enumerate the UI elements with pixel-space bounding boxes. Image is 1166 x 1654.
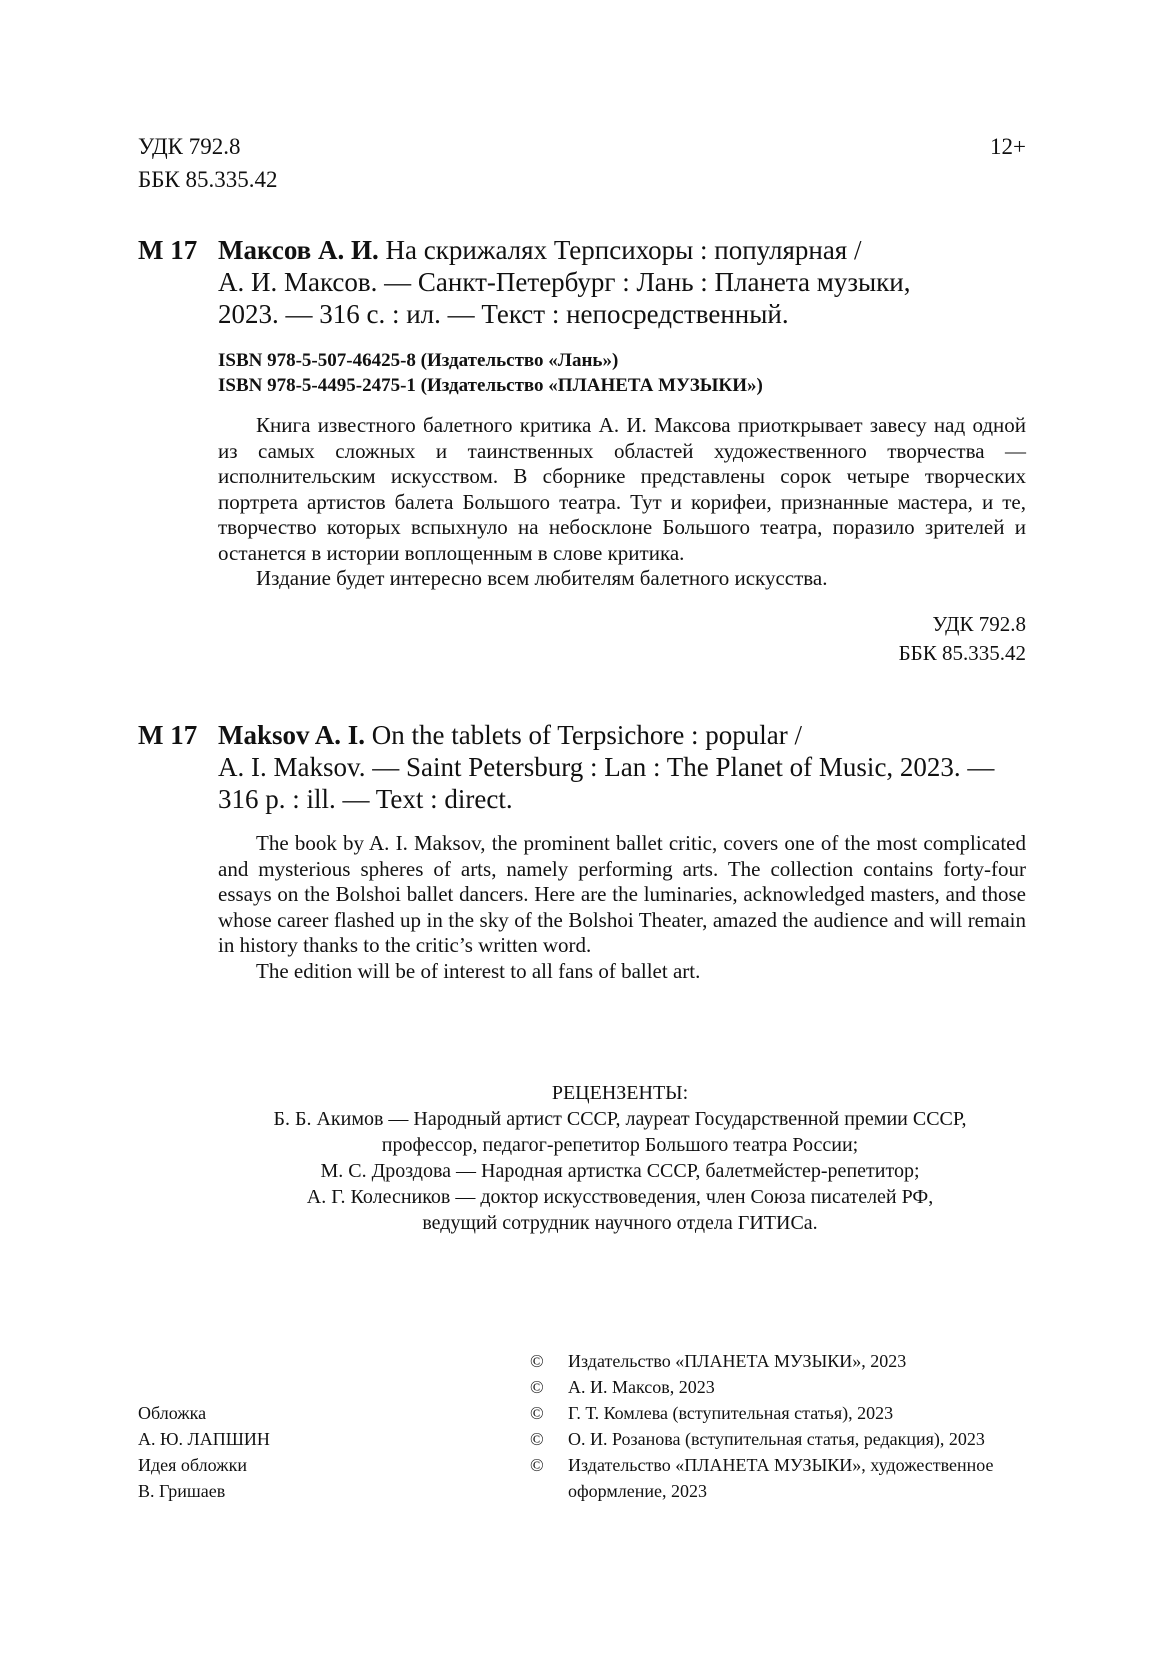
entry-en-line-2: A. I. Maksov. — Saint Petersburg : Lan : The Planet of Music, 2023. — [218, 752, 995, 782]
entry-ru-line-1 [138, 234, 1026, 266]
author-name: Maksov A. I. [218, 720, 366, 750]
copyright-text: Издательство «ПЛАНЕТА МУЗЫКИ», 2023 [568, 1351, 907, 1371]
reviewer-line: Б. Б. Акимов — Народный артист СССР, лауреат Государственной премии СССР, [273, 1108, 967, 1130]
reviewers-block [180, 1080, 1060, 1236]
copyright-symbol: © [530, 1351, 544, 1371]
copyright-symbol: © [530, 1403, 544, 1423]
author-name: Максов А. И. [218, 235, 379, 265]
copyright-symbol: © [530, 1455, 544, 1475]
isbn-lan: ISBN 978-5-507-46425-8 (Издательство «Лань») [218, 350, 619, 371]
copyright-item [530, 1400, 1050, 1426]
reviewer-line: А. Г. Колесников — доктор искусствоведения, член Союза писателей РФ, [306, 1186, 934, 1208]
entry-en-line-3: 316 p. : ill. — Text : direct. [218, 784, 513, 814]
copyright-item [530, 1452, 1050, 1504]
copyright-text: О. И. Розанова (вступительная статья, редакция), 2023 [568, 1429, 985, 1449]
reviewer-line: М. С. Дроздова — Народная артистка СССР, балетмейстер-репетитор; [320, 1160, 920, 1182]
reviewers-title: РЕЦЕНЗЕНТЫ: [551, 1082, 689, 1104]
annotation-en [218, 831, 1026, 984]
cover-credits [138, 1400, 270, 1504]
author-sigla: M 17 [138, 720, 198, 750]
classification-codes-right [899, 610, 1026, 668]
copyright-text: Издательство «ПЛАНЕТА МУЗЫКИ», художественное оформление, 2023 [568, 1455, 994, 1501]
udk-code: УДК 792.8 [932, 612, 1026, 636]
copyright-symbol: © [530, 1377, 544, 1397]
bibliographic-entry-ru [138, 234, 1026, 330]
title-text: On the tablets of Terpsichore : popular / [371, 720, 803, 750]
reviewer-line: ведущий сотрудник научного отдела ГИТИСа. [422, 1212, 818, 1234]
cover-credit-line: Обложка [138, 1403, 207, 1423]
annotation-ru [218, 413, 1026, 592]
entry-ru-line-3: 2023. — 316 с. : ил. — Текст : непосредственный. [218, 299, 789, 329]
top-classification-codes [138, 130, 278, 196]
copyright-block [530, 1348, 1050, 1504]
annotation-en-paragraph: The edition will be of interest to all fans of ballet art. [256, 958, 701, 983]
title-text: На скрижалях Терпсихоры : популярная / [385, 235, 862, 265]
cover-credit-line: В. Гришаев [138, 1481, 226, 1501]
isbn-list [218, 348, 1026, 398]
copyright-item [530, 1426, 1050, 1452]
copyright-text: А. И. Максов, 2023 [568, 1377, 715, 1397]
bibliographic-entry-en [138, 719, 1026, 815]
annotation-en-paragraph: The book by A. I. Maksov, the prominent ballet critic, covers one of the most complicated and mysterious spheres of arts, namely performing arts. The collection contains forty-four essays on the Bolshoi ballet dancers. Here are the luminaries, acknowledged masters, and those whose career flashed up in the sky of the Bolshoi Theater, amazed the audience and will remain in history thanks to the critic’s written word. [218, 831, 1026, 957]
udk-code: УДК 792.8 [138, 134, 241, 159]
bbk-code: ББК 85.335.42 [898, 641, 1026, 665]
reviewer-line: профессор, педагог-репетитор Большого театра России; [381, 1134, 859, 1156]
isbn-planeta: ISBN 978-5-4495-2475-1 (Издательство «ПЛАНЕТА МУЗЫКИ») [218, 375, 763, 396]
age-rating: 12+ [990, 134, 1026, 159]
annotation-ru-paragraph: Издание будет интересно всем любителям балетного искусства. [256, 566, 828, 590]
copyright-item [530, 1348, 1050, 1374]
annotation-ru-paragraph: Книга известного балетного критика А. И. Максова приоткрывает завесу над одной из самых сложных и таинственных областей художественного творчества — исполнительским искусством. В сборнике представлены сорок четыре творческих портрета артистов балета Большого театра. Тут и корифеи, признанные мастера, и те, творчество которых вспыхнуло на небосклоне Большого театра, поразило зрителей и останется в истории воплощенным в слове критика. [218, 413, 1026, 565]
bbk-code: ББК 85.335.42 [138, 167, 278, 192]
cover-credit-line: Идея обложки [138, 1455, 247, 1475]
copyright-symbol: © [530, 1429, 544, 1449]
copyright-text: Г. Т. Комлева (вступительная статья), 2023 [568, 1403, 894, 1423]
author-sigla: М 17 [138, 235, 198, 265]
copyright-item [530, 1374, 1050, 1400]
entry-ru-line-2: А. И. Максов. — Санкт-Петербург : Лань : Планета музыки, [218, 267, 911, 297]
entry-en-line-1 [138, 719, 1026, 751]
cover-credit-line: А. Ю. ЛАПШИН [138, 1429, 270, 1449]
